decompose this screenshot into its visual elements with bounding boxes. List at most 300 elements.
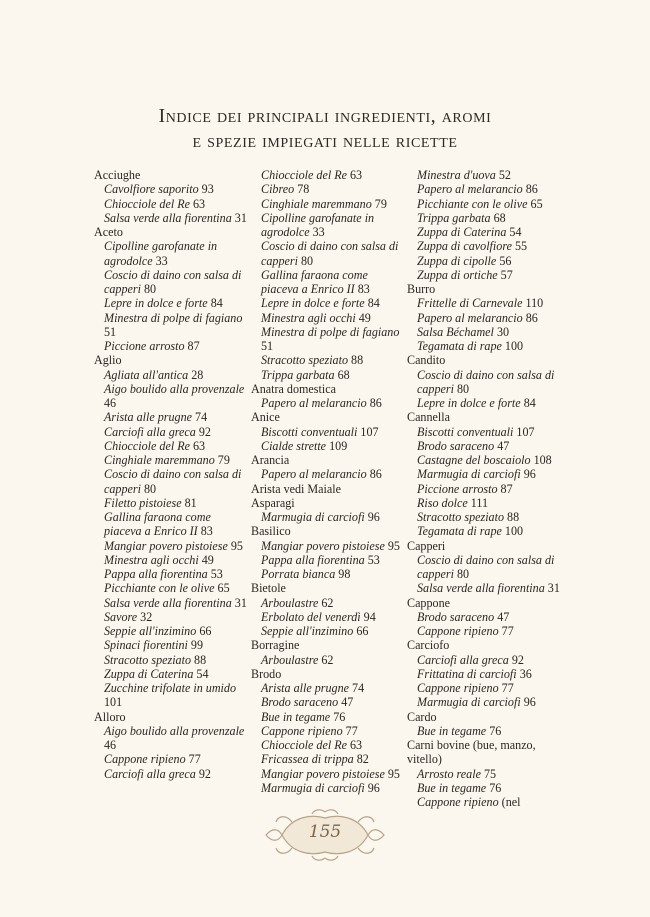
page-reference: 63 (193, 438, 206, 453)
page-reference: 75 (483, 766, 497, 781)
index-term: Alloro (94, 709, 126, 724)
index-subentry (251, 325, 407, 354)
index-term: Borragine (251, 638, 300, 653)
page-reference: 66 (199, 624, 212, 638)
recipe-name: Coscio di daino con salsa di capperi (104, 267, 242, 296)
recipe-name: Carciofi alla greca (104, 766, 196, 781)
page-reference: 30 (496, 324, 510, 339)
page-reference: 100 (504, 524, 524, 539)
index-term: Anice (251, 410, 280, 425)
index-subentry (251, 425, 407, 439)
index-term: Aceto (94, 225, 123, 239)
recipe-name: Minestra di polpe di fagiano (261, 324, 400, 339)
page-reference: 57 (500, 267, 513, 282)
index-subentry (251, 296, 407, 310)
page-reference: 80 (143, 282, 157, 296)
index-subentry (94, 624, 250, 638)
recipe-name: Minestra di polpe di fagiano (104, 310, 243, 325)
index-subentry (407, 439, 563, 453)
recipe-name: Erbolato del venerdì (261, 609, 361, 624)
recipe-name: Mangiar povero pistoiese (104, 538, 228, 553)
index-entry (251, 382, 407, 411)
page-reference: 55 (514, 239, 528, 254)
page-reference: 95 (387, 766, 400, 781)
index-subentry (94, 767, 250, 781)
index-entry (251, 638, 407, 667)
page-reference: 86 (525, 182, 538, 197)
page-reference: 83 (357, 282, 370, 296)
index-term: Carciofo (407, 638, 450, 653)
page-number: 155 (308, 822, 342, 842)
index-entry (407, 638, 563, 709)
index-subentry (407, 311, 563, 325)
recipe-name: Brodo saraceno (417, 609, 495, 624)
page-reference: 92 (511, 652, 524, 667)
index-subentry (94, 752, 250, 766)
page-reference: 66 (356, 624, 369, 638)
recipe-name: Cipolline garofanate in agrodolce (261, 210, 375, 239)
index-subentry (407, 225, 563, 239)
index-subentry (94, 211, 250, 225)
index-subentry (251, 752, 407, 766)
index-subentry (407, 624, 563, 638)
index-subentry (94, 467, 250, 496)
index-entry (407, 410, 563, 538)
recipe-name: Salsa verde alla fiorentina (104, 595, 232, 610)
index-subentry (407, 425, 563, 439)
recipe-name: Lepre in dolce e forte (417, 396, 521, 410)
index-subentry (251, 596, 407, 610)
index-entry (407, 539, 563, 596)
page-reference: 80 (456, 381, 470, 396)
recipe-name: Papero al melarancio (417, 310, 523, 325)
index-subentry (251, 510, 407, 524)
index-subentry (251, 781, 407, 795)
recipe-name: Cinghiale maremmano (261, 196, 372, 211)
index-subentry (94, 596, 250, 610)
index-subentry (94, 653, 250, 667)
index-entry (251, 410, 407, 453)
page-reference: 33 (312, 225, 325, 239)
index-subentry (251, 553, 407, 567)
page-reference: 86 (369, 467, 382, 482)
index-subentry (94, 311, 250, 340)
recipe-name: Arrosto reale (417, 766, 481, 781)
recipe-name: Cappone ripieno (261, 723, 343, 738)
page-reference: 33 (155, 253, 168, 268)
index-subentry (251, 610, 407, 624)
page-reference: 63 (350, 168, 363, 182)
index-entry (94, 225, 250, 353)
page-reference: 110 (525, 296, 544, 311)
index-term: Brodo (251, 666, 282, 681)
page-reference: 88 (194, 652, 207, 667)
page-reference: 63 (193, 196, 206, 211)
index-subentry (407, 268, 563, 282)
recipe-name: Seppie all'inzimino (261, 624, 354, 638)
page-reference: 52 (498, 168, 511, 182)
index-term: Capperi (407, 538, 446, 553)
index-subentry (94, 182, 250, 196)
page-reference: 84 (523, 396, 536, 410)
recipe-name: Cipolline garofanate in agrodolce (104, 239, 218, 268)
index-subentry (407, 610, 563, 624)
index-subentry (94, 510, 250, 539)
page-reference: 74 (352, 681, 365, 695)
index-subentry (94, 638, 250, 652)
recipe-name: Picchiante con le olive (104, 581, 215, 596)
page-reference: 49 (358, 310, 371, 325)
page-title (60, 104, 590, 154)
recipe-name: Marmugia di carciofi (261, 510, 365, 524)
recipe-name: Salsa verde alla fiorentina (417, 581, 545, 596)
page-reference: 62 (321, 595, 334, 610)
recipe-name: Arista alle prugne (104, 410, 193, 425)
recipe-name: Arista alle prugne (261, 681, 350, 695)
index-entry (94, 710, 250, 781)
recipe-name: Frittelle di Carnevale (417, 296, 523, 311)
recipe-name: Cavolfiore saporito (104, 182, 199, 197)
index-subentry (251, 767, 407, 781)
recipe-name: Zuppa di cipolle (417, 253, 497, 268)
recipe-name: Gallina faraona come piaceva a Enrico II (104, 510, 211, 539)
index-subentry (407, 795, 563, 809)
page-reference: 47 (497, 438, 510, 453)
index-term: Cardo (407, 709, 437, 724)
recipe-name: Aigo boulido alla provenzale (104, 723, 245, 738)
page-reference: 77 (188, 752, 201, 767)
recipe-name: Tegamata di rape (417, 339, 502, 353)
index-subentry (94, 581, 250, 595)
recipe-name: Porrata bianca (261, 567, 336, 581)
recipe-name: Stracotto speziato (417, 510, 505, 524)
page-reference: 98 (338, 567, 351, 581)
index-term: Arancia (251, 453, 290, 467)
index-subentry (251, 439, 407, 453)
page-reference: 31 (234, 595, 247, 610)
recipe-name: Cinghiale maremmano (104, 453, 215, 467)
page-reference: 53 (367, 552, 380, 567)
page-reference: 77 (345, 723, 358, 738)
index-subentry (251, 396, 407, 410)
recipe-name: Arboulastre (261, 595, 319, 610)
index-subentry (251, 681, 407, 695)
index-entry (407, 353, 563, 410)
page-reference: 63 (350, 738, 363, 752)
recipe-name: Bue in tegame (261, 709, 331, 724)
recipe-name: Salsa verde alla fiorentina (104, 210, 232, 225)
recipe-name: Coscio di daino con salsa di capperi (261, 239, 399, 268)
recipe-name: Zuppa di cavolfiore (417, 239, 512, 254)
page-reference: 107 (360, 424, 379, 439)
recipe-name: Chiocciole del Re (104, 438, 190, 453)
recipe-name: Zucchine trifolate in umido (104, 681, 237, 695)
recipe-name: Lepre in dolce e forte (104, 296, 208, 311)
index-subentry (94, 197, 250, 211)
index-entry (251, 524, 407, 581)
recipe-name: Seppie all'inzimino (104, 624, 197, 638)
index-subentry (407, 325, 563, 339)
index-subentry (407, 553, 563, 582)
page-reference: 31 (547, 581, 560, 596)
recipe-name: Stracotto speziato (104, 652, 192, 667)
recipe-name: Riso dolce (417, 495, 468, 510)
page-reference: 76 (333, 709, 346, 724)
index-subentry (94, 339, 250, 353)
index-subentry (407, 724, 563, 738)
page-reference: 68 (493, 210, 506, 225)
index-entry (251, 667, 407, 795)
page-reference: 94 (363, 609, 376, 624)
index-subentry (251, 182, 407, 196)
index-subentry (407, 467, 563, 481)
index-subentry (407, 396, 563, 410)
recipe-name: Papero al melarancio (261, 467, 367, 482)
page-reference: 78 (297, 182, 310, 197)
recipe-name: Spinaci fiorentini (104, 638, 188, 653)
recipe-name: Brodo saraceno (417, 438, 495, 453)
recipe-name: Aigo boulido alla provenzale (104, 381, 245, 396)
page-reference: 31 (234, 210, 247, 225)
index-subentry (94, 382, 250, 411)
index-subentry (94, 496, 250, 510)
recipe-name: Mangiar povero pistoiese (261, 538, 385, 553)
page-reference: 92 (198, 766, 211, 781)
page-reference: 28 (191, 367, 204, 382)
index-entry (251, 482, 407, 496)
index-entry (407, 596, 563, 639)
index-subentry (407, 197, 563, 211)
page-reference: (nel (501, 795, 521, 809)
index-column-1 (94, 168, 250, 781)
page-reference: 88 (507, 510, 520, 524)
recipe-name: Gallina faraona come piaceva a Enrico II (261, 267, 368, 296)
title-line-2: e spezie impiegati nelle ricette (192, 131, 458, 152)
page-reference: 83 (200, 524, 213, 539)
recipe-name: Cappone ripieno (417, 795, 499, 809)
recipe-name: Marmugia di carciofi (417, 467, 521, 482)
index-entry (94, 353, 250, 709)
index-column-3 (407, 168, 563, 809)
index-term: Carni bovine (bue, manzo, vitello) (407, 738, 536, 767)
index-subentry (407, 581, 563, 595)
recipe-name: Zuppa di Caterina (417, 225, 507, 239)
index-subentry (407, 482, 563, 496)
recipe-name: Cibreo (261, 182, 295, 197)
page-reference: 86 (369, 396, 382, 410)
page-reference: 74 (195, 410, 208, 425)
index-subentry (251, 353, 407, 367)
recipe-name: Salsa Béchamel (417, 324, 494, 339)
page-reference: 62 (321, 652, 334, 667)
page-reference: 111 (470, 495, 488, 510)
index-subentry (251, 624, 407, 638)
index-column-2 (251, 168, 407, 795)
page-reference: 47 (341, 695, 354, 710)
page-reference: 96 (523, 695, 536, 710)
page-reference: 87 (187, 339, 200, 353)
index-subentry (94, 453, 250, 467)
index-term: Anatra domestica (251, 381, 336, 396)
index-entry (94, 168, 250, 225)
index-subentry (94, 667, 250, 681)
index-term: Burro (407, 282, 436, 296)
recipe-name: Minestra agli occhi (104, 552, 199, 567)
index-subentry (251, 710, 407, 724)
recipe-name: Coscio di daino con salsa di capperi (104, 467, 242, 496)
index-subentry (407, 211, 563, 225)
index-subentry (251, 467, 407, 481)
recipe-name: Bue in tegame (417, 780, 487, 795)
page-reference: 49 (201, 552, 214, 567)
index-subentry (251, 197, 407, 211)
index-subentry (407, 368, 563, 397)
recipe-name: Stracotto speziato (261, 353, 349, 368)
index-entry (407, 168, 563, 282)
page-reference: 96 (523, 467, 536, 482)
page-reference: 76 (489, 780, 502, 795)
recipe-name: Filetto pistoiese (104, 495, 182, 510)
recipe-name: Chiocciole del Re (104, 196, 190, 211)
recipe-name: Cialde strette (261, 438, 327, 453)
page-reference: 82 (356, 752, 369, 767)
recipe-name: Biscotti conventuali (417, 424, 514, 439)
index-term: Aglio (94, 353, 122, 368)
index-subentry (251, 268, 407, 297)
page-reference: 87 (500, 481, 513, 496)
index-subentry (407, 182, 563, 196)
index-entry (251, 453, 407, 482)
index-subentry (407, 339, 563, 353)
index-entry (251, 168, 407, 382)
recipe-name: Biscotti conventuali (261, 424, 358, 439)
page-reference: 95 (387, 538, 400, 553)
index-subentry (94, 610, 250, 624)
index-subentry (407, 667, 563, 681)
index-subentry (251, 211, 407, 240)
index-entry (407, 282, 563, 353)
page-reference: 53 (210, 567, 223, 581)
page-reference: 95 (230, 538, 243, 553)
page-reference: 79 (374, 196, 387, 211)
recipe-name: Arboulastre (261, 652, 319, 667)
index-subentry (407, 510, 563, 524)
index-term: Cappone (407, 595, 450, 610)
page-reference: 99 (190, 638, 203, 653)
page-reference: 36 (519, 666, 532, 681)
page-reference: 65 (530, 196, 543, 211)
index-term: Cannella (407, 410, 450, 425)
page-reference: 77 (501, 624, 514, 638)
index-subentry (94, 724, 250, 753)
recipe-name: Brodo saraceno (261, 695, 339, 710)
recipe-name: Pappa alla fiorentina (261, 552, 365, 567)
index-subentry (251, 239, 407, 268)
recipe-name: Minestra d'uova (417, 168, 496, 182)
recipe-name: Piccione arrosto (104, 339, 185, 353)
recipe-name: Zuppa di ortiche (417, 267, 498, 282)
page-reference: 68 (337, 367, 350, 382)
page-reference: 88 (351, 353, 364, 368)
page-reference: 108 (533, 453, 552, 467)
index-term: Basilico (251, 524, 291, 539)
index-subentry (94, 410, 250, 424)
page-reference: 81 (184, 495, 197, 510)
index-entry (407, 710, 563, 739)
index-subentry (251, 567, 407, 581)
index-subentry (94, 425, 250, 439)
page-reference: 51 (261, 339, 274, 353)
recipe-name: Piccione arrosto (417, 481, 498, 496)
index-entry (251, 581, 407, 638)
index-subentry (251, 653, 407, 667)
recipe-name: Pappa alla fiorentina (104, 567, 208, 581)
index-subentry (407, 767, 563, 781)
page-reference: 107 (516, 424, 535, 439)
recipe-name: Picchiante con le olive (417, 196, 528, 211)
page-reference: 80 (143, 481, 157, 496)
recipe-name: Marmugia di carciofi (417, 695, 521, 710)
index-term: Asparagi (251, 495, 295, 510)
index-subentry (94, 439, 250, 453)
recipe-name: Cappone ripieno (417, 624, 499, 638)
recipe-name: Savore (104, 609, 138, 624)
page-reference: 79 (217, 453, 230, 467)
recipe-name: Mangiar povero pistoiese (261, 766, 385, 781)
recipe-name: Cappone ripieno (104, 752, 186, 767)
index-subentry (94, 553, 250, 567)
index-subentry (94, 296, 250, 310)
recipe-name: Carciofi alla greca (104, 424, 196, 439)
page-reference: 109 (329, 438, 348, 453)
index-subentry (251, 311, 407, 325)
recipe-name: Carciofi alla greca (417, 652, 509, 667)
index-subentry (251, 724, 407, 738)
index-subentry (251, 368, 407, 382)
index-subentry (407, 681, 563, 695)
index-subentry (251, 695, 407, 709)
index-subentry (407, 168, 563, 182)
recipe-name: Papero al melarancio (417, 182, 523, 197)
page-reference: 47 (497, 609, 510, 624)
page-reference: 96 (367, 780, 380, 795)
index-subentry (407, 296, 563, 310)
recipe-name: Frittatina di carciofi (417, 666, 517, 681)
index-term: Bietole (251, 581, 286, 596)
recipe-name: Cappone ripieno (417, 681, 499, 695)
index-subentry (94, 681, 250, 710)
page-reference: 80 (456, 567, 470, 581)
index-subentry (251, 738, 407, 752)
index-subentry (251, 539, 407, 553)
title-line-1: Indice dei principali ingredienti, aromi (158, 106, 492, 127)
recipe-name: Minestra agli occhi (261, 310, 356, 325)
recipe-name: Coscio di daino con salsa di capperi (417, 367, 555, 396)
index-subentry (94, 368, 250, 382)
index-subentry (407, 781, 563, 795)
page-reference: 101 (104, 695, 123, 710)
recipe-name: Papero al melarancio (261, 396, 367, 410)
recipe-name: Trippa garbata (261, 367, 335, 382)
recipe-name: Zuppa di Caterina (104, 666, 194, 681)
index-subentry (407, 239, 563, 253)
page-reference: 46 (104, 396, 117, 410)
index-entry (407, 738, 563, 809)
recipe-name: Lepre in dolce e forte (261, 296, 365, 311)
page-reference: 84 (367, 296, 380, 311)
index-term: Arista vedi Maiale (251, 481, 342, 496)
index-subentry (251, 168, 407, 182)
